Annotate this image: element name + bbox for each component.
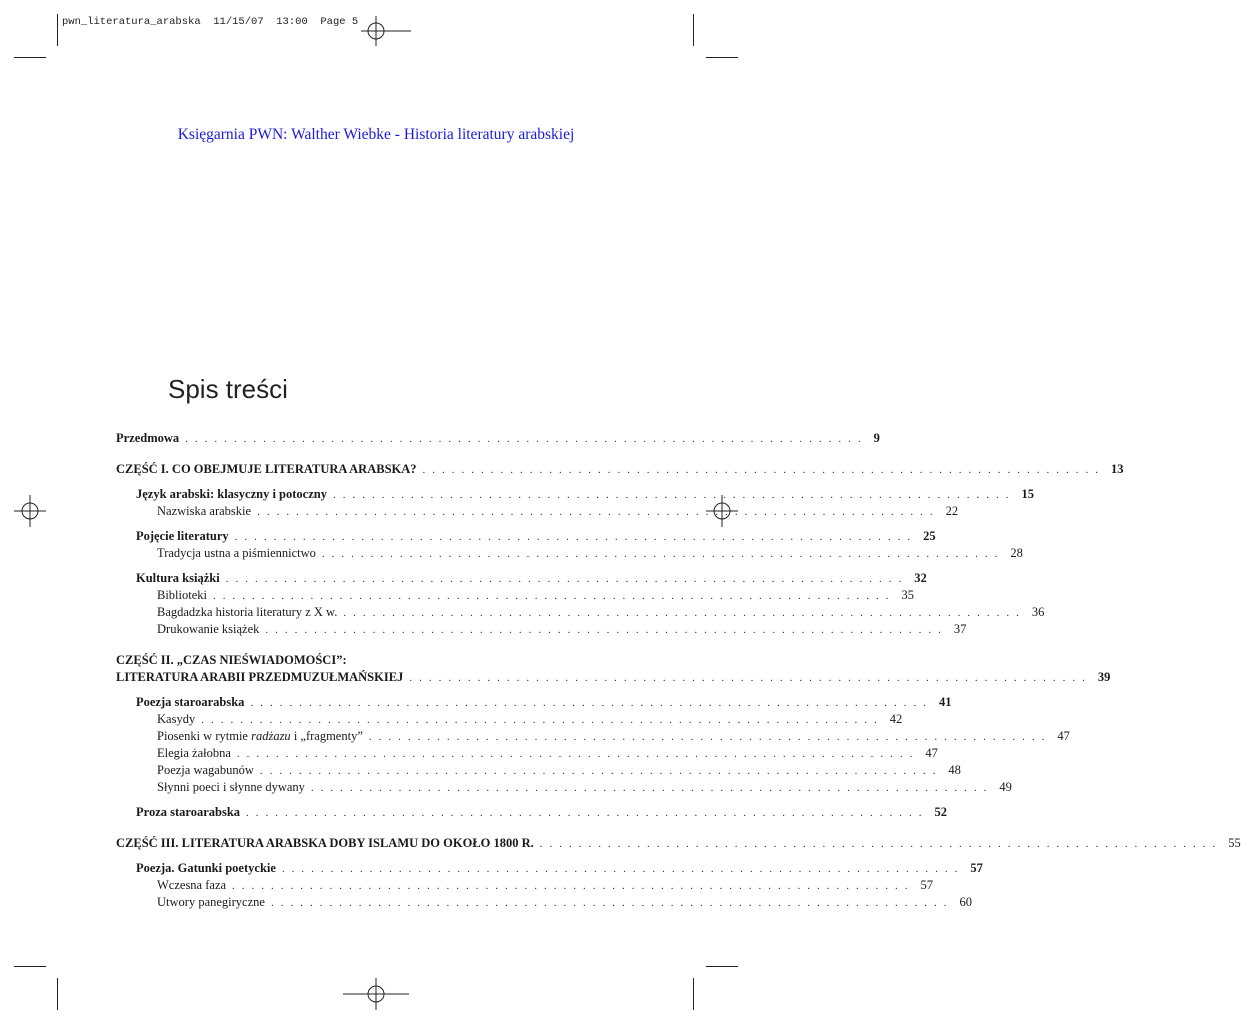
toc-entry-biblioteki[interactable]	[116, 587, 914, 604]
toc-entry-label: Język arabski: klasyczny i potoczny	[136, 487, 327, 501]
toc-entry-piosenki[interactable]	[116, 728, 1070, 745]
registration-mark-icon	[343, 978, 409, 1010]
dot-leader: ......................................................................	[201, 714, 884, 726]
dot-leader: ......................................................................	[310, 782, 994, 794]
toc-entry-kultura[interactable]	[116, 570, 927, 587]
toc-entry-elegia[interactable]	[116, 745, 938, 762]
toc-entry-label: Nazwiska arabskie	[157, 504, 252, 518]
toc-entry-drukowanie[interactable]	[116, 621, 967, 638]
toc-entry-utwory[interactable]	[116, 894, 972, 911]
registration-mark-icon	[361, 16, 411, 46]
toc-entry-label: Proza staroarabska	[136, 805, 241, 819]
toc-entry-bagdadzka[interactable]	[116, 604, 1045, 621]
dot-leader: ......................................................................	[236, 748, 920, 760]
toc-entry-kasydy[interactable]	[116, 711, 903, 728]
toc-page-number: 47	[1057, 729, 1070, 743]
toc-page-number: 36	[1031, 605, 1045, 619]
dot-leader: ......................................................................	[270, 897, 954, 909]
dot-leader: ......................................................................	[332, 489, 1016, 501]
toc-entry-label: Tradycja ustna a piśmiennictwo	[157, 546, 316, 560]
registration-mark-icon	[14, 495, 46, 527]
toc-entry-label: Poezja wagabunów	[157, 763, 254, 777]
toc-entry-poezja-staroarabska[interactable]	[116, 694, 952, 711]
toc-page-number: 13	[1111, 462, 1124, 476]
toc-entry-label: CZĘŚĆ III. LITERATURA ARABSKA DOBY ISLAMU DO OKOŁO 1800 R.	[116, 836, 534, 850]
dot-leader: ......................................................................	[539, 838, 1223, 850]
print-slug: pwn_literatura_arabska 11/15/07 13:00 Page 5	[62, 16, 359, 28]
toc-page-number: 52	[934, 805, 948, 819]
toc-page-number: 32	[914, 571, 927, 585]
toc-entry-label: CZĘŚĆ I. CO OBEJMUJE LITERATURA ARABSKA?	[116, 462, 417, 476]
toc-entry-label: Elegia żałobna	[157, 746, 231, 760]
toc-entry-label: Poezja. Gatunki poetyckie	[136, 861, 276, 875]
toc-entry-proza[interactable]	[116, 804, 948, 821]
toc-page-number: 41	[938, 695, 952, 709]
toc-entry-label: Pojęcie literatury	[136, 529, 229, 543]
toc-entry-label: Piosenki w rytmie radżazu i „fragmenty”	[157, 729, 363, 743]
dot-leader: ......................................................................	[246, 807, 929, 819]
toc-entry-label: Kultura książki	[136, 571, 220, 585]
toc-page-number: 37	[953, 622, 967, 636]
toc-entry-label: Biblioteki	[157, 588, 207, 602]
toc-entry-jezyk[interactable]	[116, 486, 1034, 503]
toc-page-number: 42	[889, 712, 903, 726]
dot-leader: ......................................................................	[185, 433, 868, 445]
dot-leader: ......................................................................	[257, 506, 940, 518]
toc-entry-label: Utwory panegiryczne	[157, 895, 265, 909]
toc-entry-label: LITERATURA ARABII PRZEDMUZUŁMAŃSKIEJ	[116, 670, 404, 684]
toc-page-number: 47	[925, 746, 938, 760]
dot-leader: ......................................................................	[343, 607, 1026, 619]
toc-entry-label: Drukowanie książek	[157, 622, 260, 636]
toc-entry-part-1[interactable]	[116, 461, 1124, 478]
dot-leader: ......................................................................	[250, 697, 933, 709]
dot-leader: ......................................................................	[321, 548, 1005, 560]
dot-leader: ......................................................................	[234, 531, 918, 543]
toc-page-number: 57	[920, 878, 934, 892]
toc-entry-przedmowa[interactable]	[116, 430, 880, 447]
toc-page-number: 49	[999, 780, 1012, 794]
toc-entry-label: Słynni poeci i słynne dywany	[157, 780, 305, 794]
toc-page-number: 48	[948, 763, 961, 777]
toc-page-number: 28	[1010, 546, 1023, 560]
dot-leader: ......................................................................	[368, 731, 1052, 743]
toc-entry-label: Wczesna faza	[157, 878, 227, 892]
toc-page-number: 22	[945, 504, 959, 518]
dot-leader: ......................................................................	[265, 624, 948, 636]
dot-leader: ......................................................................	[422, 464, 1106, 476]
toc-entry-nazwiska[interactable]	[116, 503, 959, 520]
toc-page-number: 39	[1097, 670, 1111, 684]
toc-entry-poezja-gatunki[interactable]	[116, 860, 983, 877]
dot-leader: ......................................................................	[259, 765, 943, 777]
toc-page-number: 60	[959, 895, 972, 909]
book-source-link[interactable]: Księgarnia PWN: Walther Wiebke - Historia literatury arabskiej	[177, 126, 575, 143]
table-of-contents	[116, 430, 1241, 911]
toc-page-number: 57	[970, 861, 983, 875]
toc-entry-wczesna[interactable]	[116, 877, 934, 894]
toc-entry-label: Bagdadzka historia literatury z X w.	[157, 605, 338, 619]
toc-entry-wagabundow[interactable]	[116, 762, 961, 779]
toc-entry-part-3[interactable]	[116, 835, 1241, 852]
toc-entry-part-2[interactable]	[116, 669, 1111, 686]
dot-leader: ......................................................................	[225, 573, 909, 585]
toc-entry-label: Kasydy	[157, 712, 196, 726]
dot-leader: ......................................................................	[213, 590, 896, 602]
toc-page-number: 15	[1021, 487, 1034, 501]
toc-page-number: 35	[901, 588, 914, 602]
dot-leader: ......................................................................	[409, 672, 1092, 684]
toc-page-number: 9	[873, 431, 880, 445]
toc-entry-label: Przedmowa	[116, 431, 180, 445]
dot-leader: ......................................................................	[232, 880, 915, 892]
toc-entry-slynni[interactable]	[116, 779, 1012, 796]
toc-entry-tradycja[interactable]	[116, 545, 1023, 562]
dot-leader: ......................................................................	[281, 863, 965, 875]
toc-page-number: 25	[923, 529, 936, 543]
toc-part-2-heading: CZĘŚĆ II. „CZAS NIEŚWIADOMOŚCI”:	[116, 653, 347, 667]
page-title: Spis treści	[168, 374, 288, 404]
toc-entry-label: Poezja staroarabska	[136, 695, 245, 709]
toc-page-number: 55	[1228, 836, 1241, 850]
toc-entry-pojecie[interactable]	[116, 528, 936, 545]
